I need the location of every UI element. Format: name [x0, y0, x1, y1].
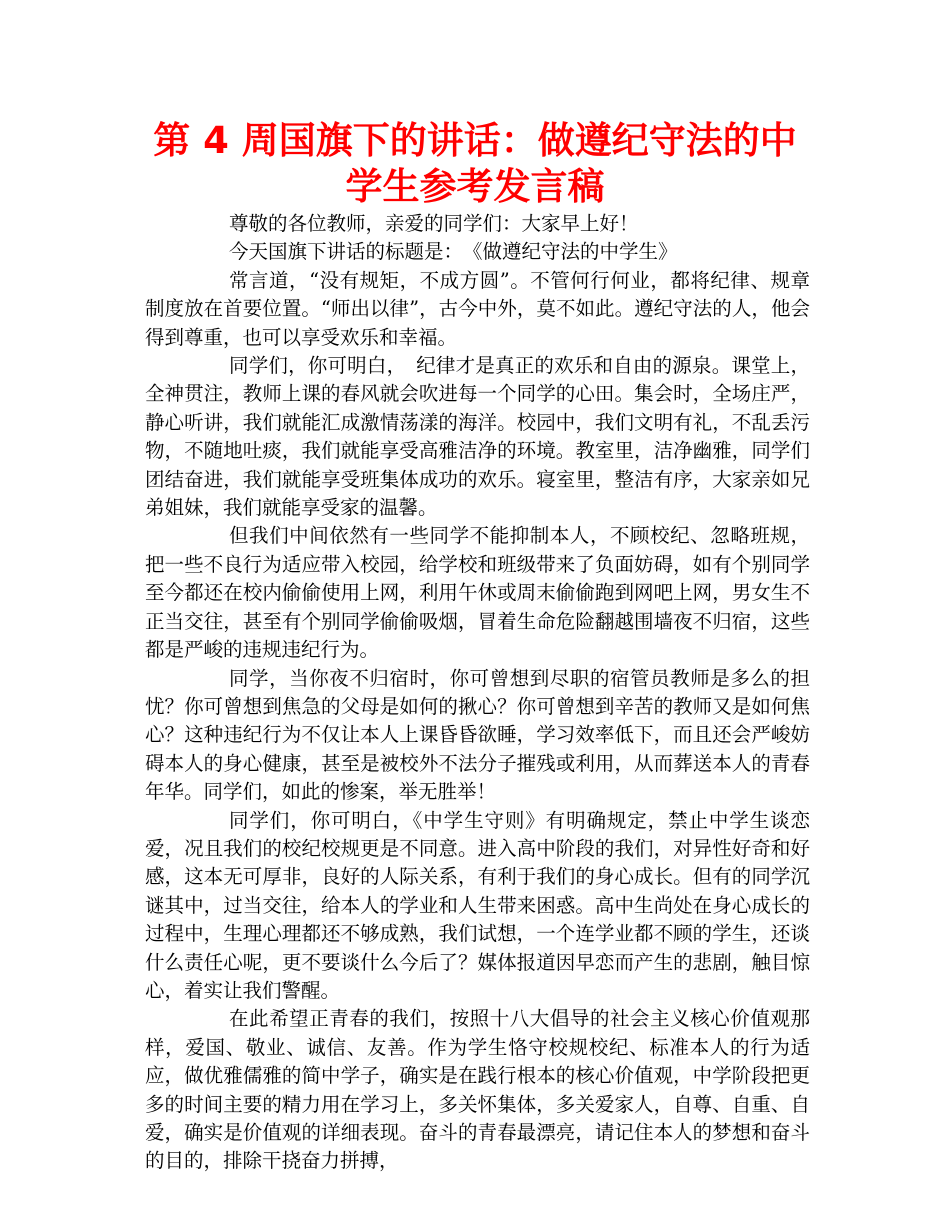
paragraph-night-out: 同学，当你夜不归宿时，你可曾想到尽职的宿管员教师是多么的担忧？你可曾想到焦急的父母是如何的揪心？你可曾想到辛苦的教师又是如何焦心？这种违纪行为不仅让本人上课昏昏欲睡，学习效率低下，而且还会严峻妨碍本人的身心健康，甚至是被校外不法分子摧残或利用，从而葬送本人的青春年华。同学们，如此的惨案，举无胜举！ — [145, 666, 810, 804]
paragraph-discipline-joy: 同学们，你可明白， 纪律才是真正的欢乐和自由的源泉。课堂上，全神贯注，教师上课的春风就会吹进每一个同学的心田。集会时，全场庄严，静心听讲，我们就能汇成激情荡漾的海洋。校园中，我们文明有礼，不乱丢污物，不随地吐痰，我们就能享受高雅洁净的环境。教室里，洁净幽雅，同学们团结奋进，我们就能享受班集体成功的欢乐。寝室里，整洁有序，大家亲如兄弟姐妹，我们就能享受家的温馨。 — [145, 354, 810, 520]
paragraph-dating: 同学们，你可明白，《中学生守则》有明确规定，禁止中学生谈恋爱，况且我们的校纪校规更是不同意。进入高中阶段的我们，对异性好奇和好感，这本无可厚非，良好的人际关系，有利于我们的身心成长。但有的同学沉谜其中，过当交往，给本人的学业和人生带来困惑。高中生尚处在身心成长的过程中，生理心理都还不够成熟，我们试想，一个连学业都不顾的学生，还谈什么责任心呢，更不要谈什么今后了？媒体报道因早恋而产生的悲剧，触目惊心，着实让我们警醒。 — [145, 808, 810, 1002]
paragraph-rules: 常言道，“没有规矩，不成方圆”。不管何行何业，都将纪律、规章制度放在首要位置。“师出以律”，古今中外，莫不如此。遵纪守法的人，他会得到尊重，也可以享受欢乐和幸福。 — [145, 268, 810, 349]
paragraph-core-values: 在此希望正青春的我们，按照十八大倡导的社会主义核心价值观那样，爱国、敬业、诚信、友善。作为学生恪守校规校纪、标准本人的行为适应，做优雅儒雅的简中学子，确实是在践行根本的核心价值观，中学阶段把更多的时间主要的精力用在学习上，多关怀集体，多关爱家人，自尊、自重、自爱，确实是价值观的详细表现。奋斗的青春最漂亮，请记住本人的梦想和奋斗的目的，排除干挠奋力拼搏， — [145, 1007, 810, 1173]
paragraph-topic: 今天国旗下讲话的标题是： 《做遵纪守法的中学生》 — [229, 240, 678, 264]
document-body — [145, 210, 810, 1176]
paragraph-greeting: 尊敬的各位教师，亲爱的同学们：大家早上好！ — [229, 212, 639, 235]
document-title: 第 4 周国旗下的讲话：做遵纪守法的中学生参考发言稿 — [153, 119, 797, 208]
paragraph-bad-habits: 但我们中间依然有一些同学不能抑制本人，不顾校纪、忽略班规，把一些不良行为适应带入校园，给学校和班级带来了负面妨碍，如有个别同学至今都还在校内偷偷使用上网，利用午休或周末偷偷跑到网吧上网，男女生不正当交往，甚至有个别同学偷偷吸烟，冒着生命危险翻越围墙夜不归宿，这些都是严峻的违规违纪行为。 — [145, 524, 810, 662]
